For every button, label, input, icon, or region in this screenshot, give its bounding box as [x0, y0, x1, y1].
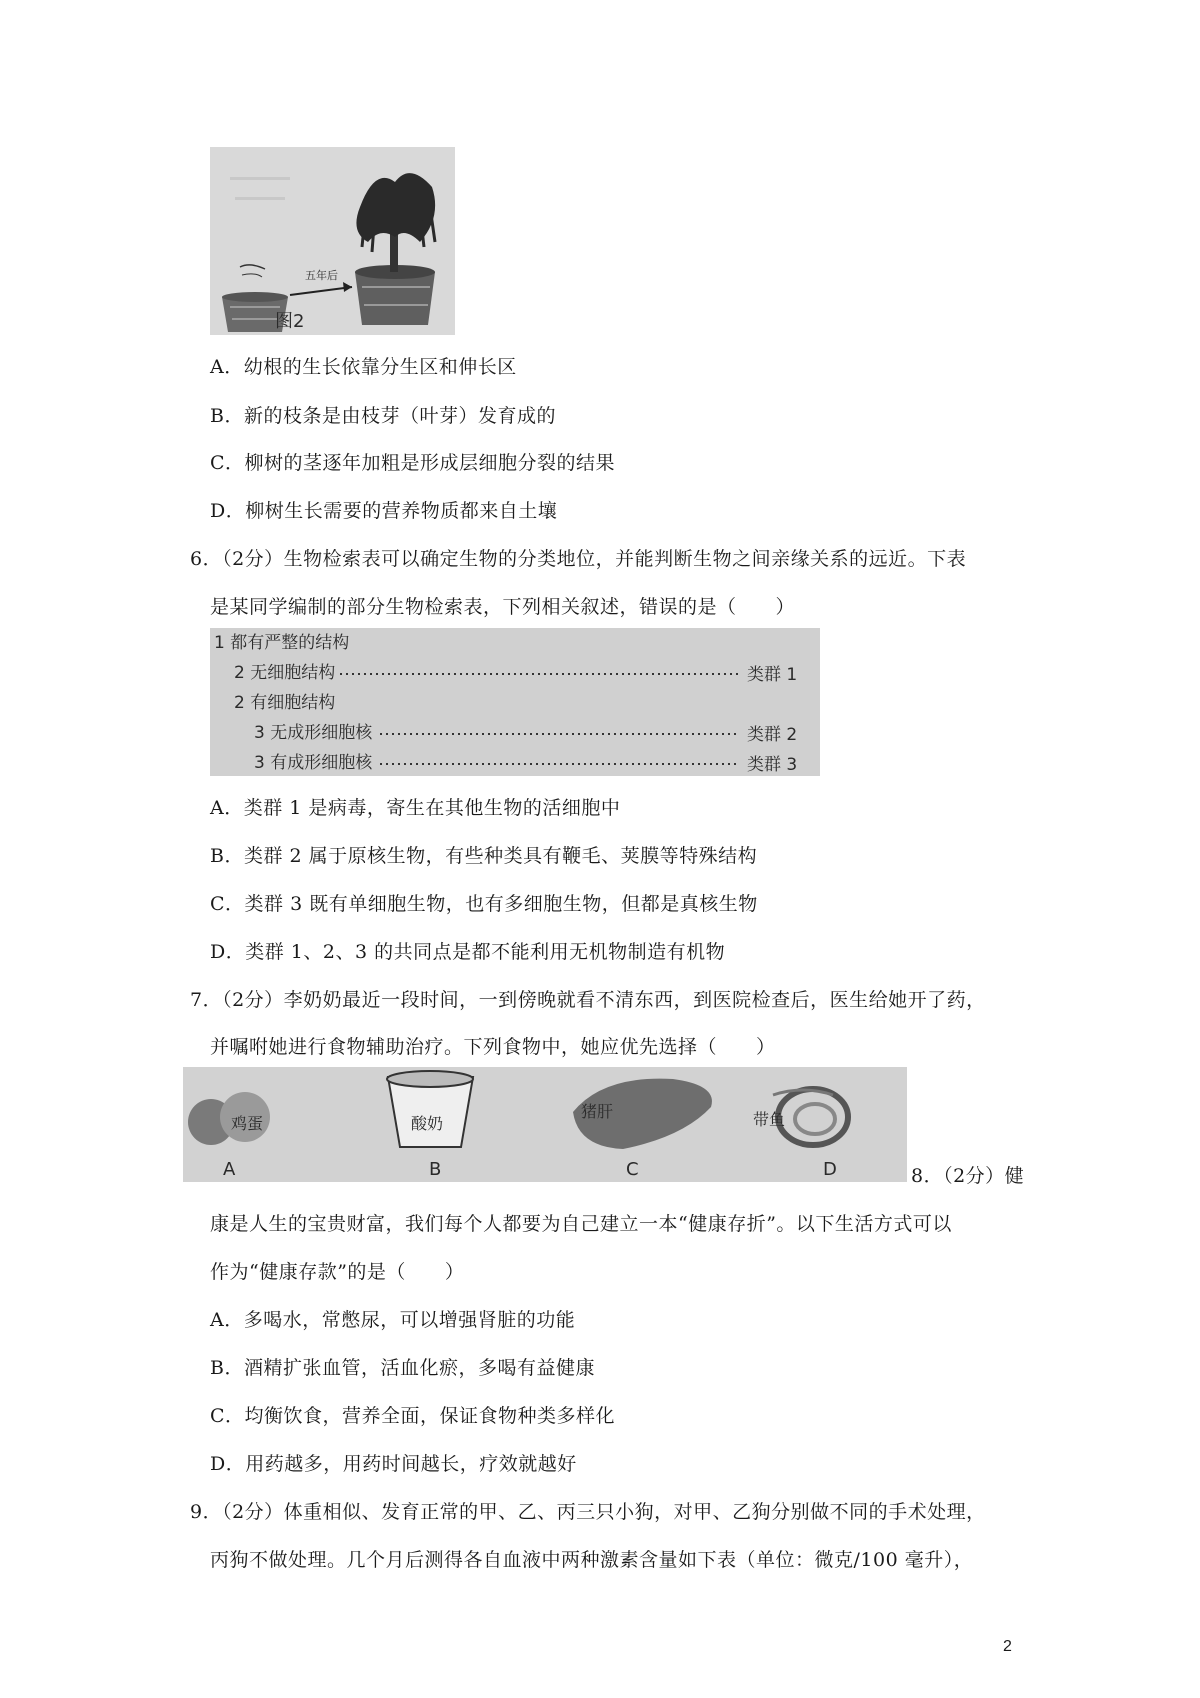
willow-experiment-figure [210, 147, 455, 335]
classification-key-figure [210, 628, 820, 776]
food-d-name: 带鱼 [753, 1110, 786, 1129]
q8-stem-line2: 康是人生的宝贵财富，我们每个人都要为自己建立一本“健康存折”。以下生活方式可以 [210, 1213, 952, 1235]
q7-stem-line1: 7．（2分）李奶奶最近一段时间，一到傍晚就看不清东西，到医院检查后，医生给她开了药， [190, 989, 986, 1011]
key-line-1: 1 都有严整的结构 [214, 633, 350, 653]
q5-option-d: D．柳树生长需要的营养物质都来自土壤 [210, 500, 558, 522]
q8-option-d: D．用药越多，用药时间越长，疗效就越好 [210, 1453, 577, 1475]
classification-key-table [210, 628, 820, 776]
q8-stem-start: 8．（2分）健 [911, 1165, 1025, 1187]
arrow-label: 五年后 [305, 269, 338, 282]
q8-option-c: C．均衡饮食，营养全面，保证食物种类多样化 [210, 1405, 616, 1427]
q6-option-d: D．类群 1、2、3 的共同点是都不能利用无机物制造有机物 [210, 941, 726, 963]
key-line-3: 2 有细胞结构 [234, 693, 336, 713]
food-b-name: 酸奶 [411, 1114, 444, 1133]
yogurt-icon [387, 1071, 473, 1147]
q8-stem-line3: 作为“健康存款”的是（ ） [210, 1261, 465, 1283]
food-choices-drawing [183, 1067, 907, 1182]
willow-experiment-drawing [210, 147, 455, 335]
food-c-name: 猪肝 [581, 1102, 614, 1121]
q7-stem-line2: 并嘱咐她进行食物辅助治疗。下列食物中，她应优先选择（ ） [210, 1036, 776, 1058]
q6-option-b: B．类群 2 属于原核生物，有些种类具有鞭毛、荚膜等特殊结构 [210, 845, 758, 867]
food-a-name: 鸡蛋 [231, 1114, 264, 1133]
q6-stem-line1: 6．（2分）生物检索表可以确定生物的分类地位，并能判断生物之间亲缘关系的远近。下表 [190, 548, 967, 570]
q5-option-a: A．幼根的生长依靠分生区和伸长区 [210, 356, 517, 378]
page-number: 2 [1003, 1638, 1012, 1655]
q6-stem-line2: 是某同学编制的部分生物检索表，下列相关叙述，错误的是（ ） [210, 596, 796, 618]
q8-option-a: A．多喝水，常憋尿，可以增强肾脏的功能 [210, 1309, 576, 1331]
food-b-letter: B [429, 1159, 442, 1180]
q8-option-b: B．酒精扩张血管，活血化瘀，多喝有益健康 [210, 1357, 595, 1379]
key-group-3: 类群 3 [747, 755, 798, 775]
food-d-letter: D [823, 1159, 837, 1180]
q5-option-c: C．柳树的茎逐年加粗是形成层细胞分裂的结果 [210, 452, 616, 474]
key-group-2: 类群 2 [747, 725, 798, 745]
food-choices-figure [183, 1067, 907, 1182]
food-a-letter: A [223, 1159, 236, 1180]
q6-option-a: A．类群 1 是病毒，寄生在其他生物的活细胞中 [210, 797, 621, 819]
q9-stem-line2: 丙狗不做处理。几个月后测得各自血液中两种激素含量如下表（单位：微克/100 毫升）， [210, 1549, 974, 1571]
q5-option-b: B．新的枝条是由枝芽（叶芽）发育成的 [210, 405, 556, 427]
key-line-4: 3 无成形细胞核 [254, 723, 373, 743]
q9-stem-line1: 9．（2分）体重相似、发育正常的甲、乙、丙三只小狗，对甲、乙狗分别做不同的手术处理， [190, 1501, 986, 1523]
key-line-5: 3 有成形细胞核 [254, 753, 373, 773]
figure-label: 图2 [275, 311, 305, 332]
key-line-2: 2 无细胞结构 [234, 663, 336, 683]
key-group-1: 类群 1 [747, 665, 798, 685]
q6-option-c: C．类群 3 既有单细胞生物，也有多细胞生物，但都是真核生物 [210, 893, 758, 915]
food-c-letter: C [626, 1159, 639, 1180]
